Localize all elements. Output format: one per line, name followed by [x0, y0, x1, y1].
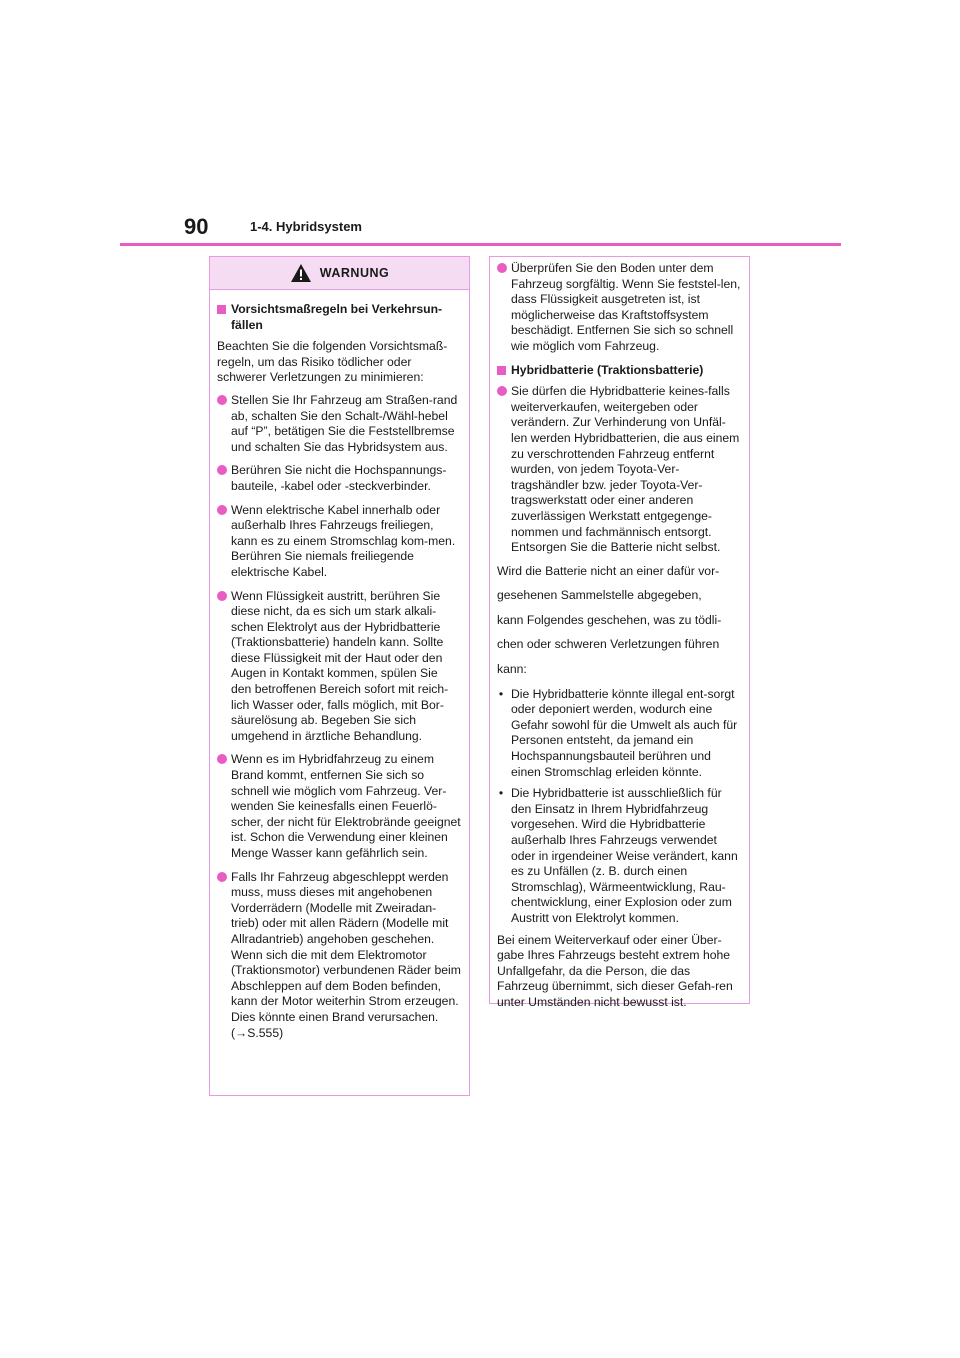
warning-bullet-text: Wenn elektrische Kabel innerhalb oder außerhalb Ihres Fahrzeugs freiliegen, kann es zu einem Stromschlag kom-men. Berühren Sie niemals freiliegende elektrische Kabel.	[231, 502, 456, 579]
warning-bullet	[217, 752, 461, 861]
round-bullet-icon	[217, 505, 227, 515]
body-line: Wird die Batterie nicht an einer dafür vor-	[497, 563, 720, 578]
round-bullet-icon	[497, 263, 507, 273]
sub-bullet-text: Die Hybridbatterie könnte illegal ent-sorgt oder deponiert werden, wodurch eine Gefahr sowohl für die Umwelt als auch für Personen entsteht, da jemand ein Hochspannungsbauteil berühren und einen Stromschlag erleiden könnte.	[511, 686, 738, 779]
body-line: kann:	[497, 662, 527, 677]
warning-header	[210, 257, 469, 290]
warning-intro: Beachten Sie die folgenden Vorsichtsmaß-regeln, um das Risiko tödlicher oder schwerer Verletzungen zu minimieren:	[217, 339, 448, 385]
continuation-bullet-text: Überprüfen Sie den Boden unter dem Fahrzeug sorgfältig. Wenn Sie feststel-len, dass Flüssigkeit ausgetreten ist, ist möglicherweise das Kraftstoffsystem beschädigt. Entfernen Sie sich so schnell wie möglich vom Fahrzeug.	[511, 261, 741, 353]
body-line: gesehenen Sammelstelle abgegeben,	[497, 588, 702, 603]
warning-bullet	[217, 393, 461, 455]
battery-bullet	[497, 384, 741, 556]
header-rule	[120, 243, 841, 246]
warning-triangle-icon	[290, 263, 312, 283]
round-bullet-icon	[217, 754, 227, 764]
warning-heading-text: Vorsichtsmaßregeln bei Verkehrsun-fällen	[231, 302, 443, 332]
warning-label: WARNUNG	[319, 266, 390, 280]
warning-bullet	[217, 870, 461, 1042]
small-bullet-icon: •	[498, 786, 504, 801]
warning-continuation-box	[489, 256, 750, 1009]
square-bullet-icon	[217, 305, 226, 314]
warning-bullet	[217, 463, 461, 494]
warning-bullet-text: Stellen Sie Ihr Fahrzeug am Straßen-rand ab, schalten Sie den Schalt-/Wähl-hebel auf “P”, betätigen Sie die Feststellbremse und schalten Sie das Hybridsystem aus.	[231, 392, 458, 454]
small-bullet-icon: •	[498, 686, 504, 701]
sub-bullet	[497, 687, 741, 781]
body-line: kann Folgendes geschehen, was zu tödli-	[497, 612, 722, 627]
round-bullet-icon	[217, 591, 227, 601]
continuation-bullet	[497, 261, 741, 355]
round-bullet-icon	[497, 386, 507, 396]
warning-bullet-text: Wenn es im Hybridfahrzeug zu einem Brand kommt, entfernen Sie sich so schnell wie möglich vom Fahrzeug. Ver-wenden Sie keinesfalls einen Feuerlö-scher, der nicht für Elektrobrände geeignet ist. Schon die Verwendung einer kleinen Menge Wasser kann gefährlich sein.	[231, 752, 461, 860]
section-title: 1-4. Hybridsystem	[250, 219, 362, 234]
warning-content	[210, 290, 469, 1057]
continuation-content	[490, 257, 749, 1026]
battery-bullet-text: Sie dürfen die Hybridbatterie keines-falls weiterverkaufen, weitergeben oder verändern. Zur Verhinderung von Unfäl-len werden Hybridbatterien, die aus einem zu verschrottenden Fahrzeug entfernt wurden, von jedem Toyota-Ver-tragshändler bzw. jeder Toyota-Ver-tragswerkstatt oder einer anderen zuverlässigen Werkstatt entgegenge-nommen und fachmännisch entsorgt. Entsorgen Sie die Batterie nicht selbst.	[511, 384, 740, 555]
warning-bullet-text: Berühren Sie nicht die Hochspannungs-bauteile, -kabel oder -steckverbinder.	[231, 463, 447, 493]
closing-paragraph: Bei einem Weiterverkauf oder einer Über-gabe Ihres Fahrzeugs besteht extrem hohe Unfallgefahr, da die Person, die das Fahrzeug übernimmt, sich dieser Gefah-ren unter Umständen nicht bewusst ist.	[497, 932, 733, 1009]
sub-bullet-text: Die Hybridbatterie ist ausschließlich für den Einsatz in Ihrem Hybridfahrzeug vorgesehen. Wird die Hybridbatterie außerhalb Ihres Fahrzeugs verwendet oder in irgendeiner Weise verändert, kann es zu Unfällen (z. B. durch einen Stromschlag), Wärmeentwicklung, Rau-chentwicklung, einer Explosion oder zum Austritt von Elektrolyt kommen.	[511, 786, 738, 925]
round-bullet-icon	[217, 872, 227, 882]
warning-bullet-text: Wenn Flüssigkeit austritt, berühren Sie diese nicht, da es sich um stark alkali-schen Elektrolyt aus der Hybridbatterie (Traktionsbatterie) handeln kann. Sollte diese Flüssigkeit mit der Haut oder den Augen in Kontakt kommen, spülen Sie den betroffenen Bereich sofort mit reich-lich Wasser oder, falls möglich, mit Bor-säurelösung ab. Begeben Sie sich umgehend in ärztliche Behandlung.	[231, 588, 449, 743]
square-bullet-icon	[497, 366, 506, 375]
warning-bullet-text: Falls Ihr Fahrzeug abgeschleppt werden muss, muss dieses mit angehobenen Vorderrädern (Modelle mit Zweiradan-trieb) oder mit allen Rädern (Modelle mit Allradantrieb) angehoben geschehen. Wenn sich die mit dem Elektromotor (Traktionsmotor) verbundenen Räder beim Abschleppen auf dem Boden befinden, kann der Motor weiterhin Strom erzeugen. Dies könnte einen Brand verursachen. (→S.555)	[231, 869, 461, 1040]
warning-bullet	[217, 503, 461, 581]
battery-heading	[497, 363, 741, 379]
warning-box	[209, 256, 470, 1096]
body-line: chen oder schweren Verletzungen führen	[497, 637, 720, 652]
round-bullet-icon	[217, 395, 227, 405]
sub-bullet	[497, 786, 741, 926]
battery-heading-text: Hybridbatterie (Traktionsbatterie)	[511, 362, 704, 377]
round-bullet-icon	[217, 465, 227, 475]
page-number: 90	[184, 214, 209, 239]
warning-bullet	[217, 589, 461, 745]
warning-heading	[217, 302, 461, 333]
